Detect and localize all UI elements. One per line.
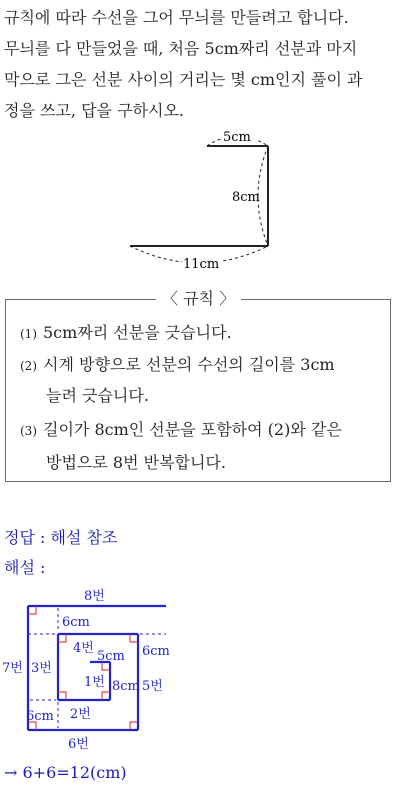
label-4: 4번: [73, 641, 94, 656]
label-1: 1번: [84, 675, 105, 690]
conclusion: → 6+6=12(cm): [4, 763, 127, 782]
label-8: 8번: [84, 589, 105, 604]
rule-number: (1): [20, 327, 37, 341]
rule-text: 시계 방향으로 선분의 수선의 길이를 3cm: [43, 355, 335, 374]
label-6: 6번: [68, 737, 89, 752]
problem-line: 정을 쓰고, 답을 구하시오.: [4, 101, 184, 120]
rule-item-3-cont: 방법으로 8번 반복합니다.: [46, 453, 226, 472]
rule-item-2-cont: 늘려 긋습니다.: [46, 386, 149, 405]
rule-number: (2): [20, 359, 37, 373]
label-7: 7번: [2, 661, 23, 676]
label-inner-5cm: 5cm: [97, 649, 125, 664]
rule-text: 5cm짜리 선분을 긋습니다.: [43, 323, 232, 342]
problem-line: 무늬를 다 만들었을 때, 처음 5cm짜리 선분과 마지: [4, 39, 358, 58]
answer-label: 정답 : 해설 참조: [4, 528, 118, 547]
problem-line: 규칙에 따라 수선을 그어 무늬를 만들려고 합니다.: [4, 8, 349, 27]
label-gap-bottom: 6cm: [26, 709, 54, 724]
label-5: 5번: [142, 679, 163, 694]
label-3: 3번: [31, 661, 52, 676]
rule-text: 길이가 8cm인 선분을 포함하여 (2)와 같은: [43, 420, 342, 439]
label-inner-8cm: 8cm: [112, 679, 140, 694]
label-gap-top: 6cm: [62, 615, 90, 630]
label-5cm: 5cm: [223, 130, 251, 145]
problem-line: 막으로 그은 선분 사이의 거리는 몇 cm인지 풀이 과: [4, 70, 363, 89]
label-2: 2번: [70, 707, 91, 722]
label-8cm: 8cm: [232, 190, 260, 205]
label-11cm: 11cm: [183, 257, 220, 272]
explanation-label: 해설 :: [4, 558, 46, 577]
rule-number: (3): [20, 424, 37, 438]
rule-title: 〈 규칙 〉: [156, 288, 241, 310]
label-gap-right: 6cm: [142, 644, 170, 659]
